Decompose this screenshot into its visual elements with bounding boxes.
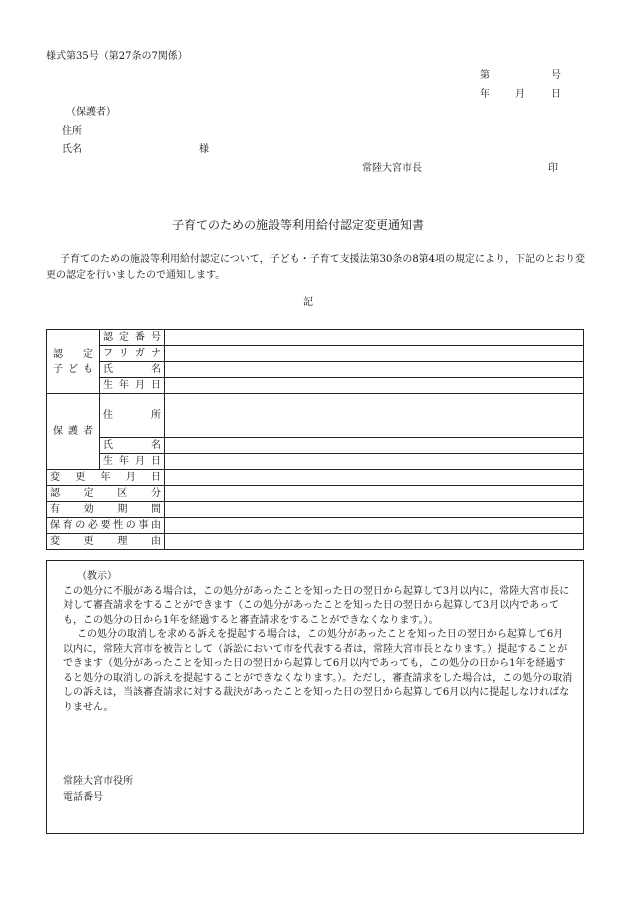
table-row: [47, 378, 584, 394]
date-month: 月: [515, 89, 525, 100]
care-reason-value[interactable]: [165, 518, 584, 534]
number-suffix: 号: [551, 70, 561, 81]
date-day: 日: [551, 89, 561, 100]
child-cert-no-value[interactable]: [165, 330, 584, 346]
guardian-address-label: 住 所: [100, 394, 165, 438]
table-row: [47, 486, 584, 502]
table-row: [47, 534, 584, 550]
ki-mark: 記: [303, 297, 313, 308]
guardian-birth-value[interactable]: [165, 454, 584, 470]
intro-paragraph: 子育てのための施設等利用給付認定について，子ども・子育て支援法第30条の8第4項の規定により，下記のとおり変更の認定を行いましたので通知します。: [46, 254, 586, 281]
table-row: [47, 454, 584, 470]
guardian-birth-label: 生年月日: [100, 454, 165, 470]
care-reason-label: 保育の必要性の事由: [47, 518, 165, 534]
table-row: [47, 394, 584, 438]
child-cert-no-label: 認定番号: [100, 330, 165, 346]
table-row: [47, 330, 584, 346]
child-furigana-value[interactable]: [165, 346, 584, 362]
date-year: 年: [480, 89, 490, 100]
issuer-title: 常陸大宮市長: [362, 163, 422, 174]
notice-heading: （教示）: [77, 571, 117, 582]
guardian-group-label: 保護者: [47, 394, 100, 470]
name-label: 氏名: [62, 144, 82, 155]
table-row: [47, 502, 584, 518]
valid-period-value[interactable]: [165, 502, 584, 518]
table-row: [47, 438, 584, 454]
table-row: [47, 362, 584, 378]
office-name: 常陸大宮市役所: [63, 776, 133, 787]
guardian-label: （保護者）: [66, 107, 116, 118]
table-row: [47, 518, 584, 534]
child-name-label: 氏 名: [100, 362, 165, 378]
child-group-label: 認 定 子ども: [47, 330, 100, 394]
child-furigana-label: フリガナ: [100, 346, 165, 362]
child-birth-label: 生年月日: [100, 378, 165, 394]
address-label: 住所: [62, 126, 82, 137]
change-date-value[interactable]: [165, 470, 584, 486]
table-row: [47, 346, 584, 362]
guardian-name-value[interactable]: [165, 438, 584, 454]
change-reason-value[interactable]: [165, 534, 584, 550]
guardian-name-label: 氏 名: [100, 438, 165, 454]
guardian-address-value[interactable]: [165, 394, 584, 438]
seal-mark: 印: [548, 163, 558, 174]
notice-box: [46, 560, 584, 834]
number-prefix: 第: [480, 70, 490, 81]
cert-category-value[interactable]: [165, 486, 584, 502]
form-number: 様式第35号（第27条の7関係）: [46, 51, 188, 62]
honorific: 様: [199, 144, 209, 155]
valid-period-label: 有効期間: [47, 502, 165, 518]
notice-paragraph-2: この処分の取消しを求める訴えを提起する場合は，この処分があったことを知った日の翌日から起算して6月以内に，常陸大宮市を被告として（訴訟において市を代表する者は，常陸大宮市長となります。）提起することができます（処分があったことを知った日の翌日から起算して6月以内であっても，この処分の日から1年を経過すると処分の取消しの訴えを提起することができなくなります。）。ただし，審査請求をした場合は，この処分の取消しの訴えは，当該審査請求に対する裁決があったことを知った日の翌日から起算して6月以内に提起しなければなりません。: [63, 629, 573, 713]
change-reason-label: 変更理由: [47, 534, 165, 550]
certification-table: [46, 329, 584, 550]
cert-category-label: 認定区分: [47, 486, 165, 502]
child-birth-value[interactable]: [165, 378, 584, 394]
table-row: [47, 470, 584, 486]
child-name-value[interactable]: [165, 362, 584, 378]
notice-paragraph-1: この処分に不服がある場合は，この処分があったことを知った日の翌日から起算して3月以内に，常陸大宮市長に対して審査請求をすることができます（この処分があったことを知った日の翌日から起算して3月以内であっても，この処分の日から1年を経過すると審査請求をすることができなくなります。）。: [63, 585, 570, 626]
document-title: 子育てのための施設等利用給付認定変更通知書: [172, 218, 425, 232]
phone-label: 電話番号: [63, 792, 103, 803]
change-date-label: 変更年月日: [47, 470, 165, 486]
